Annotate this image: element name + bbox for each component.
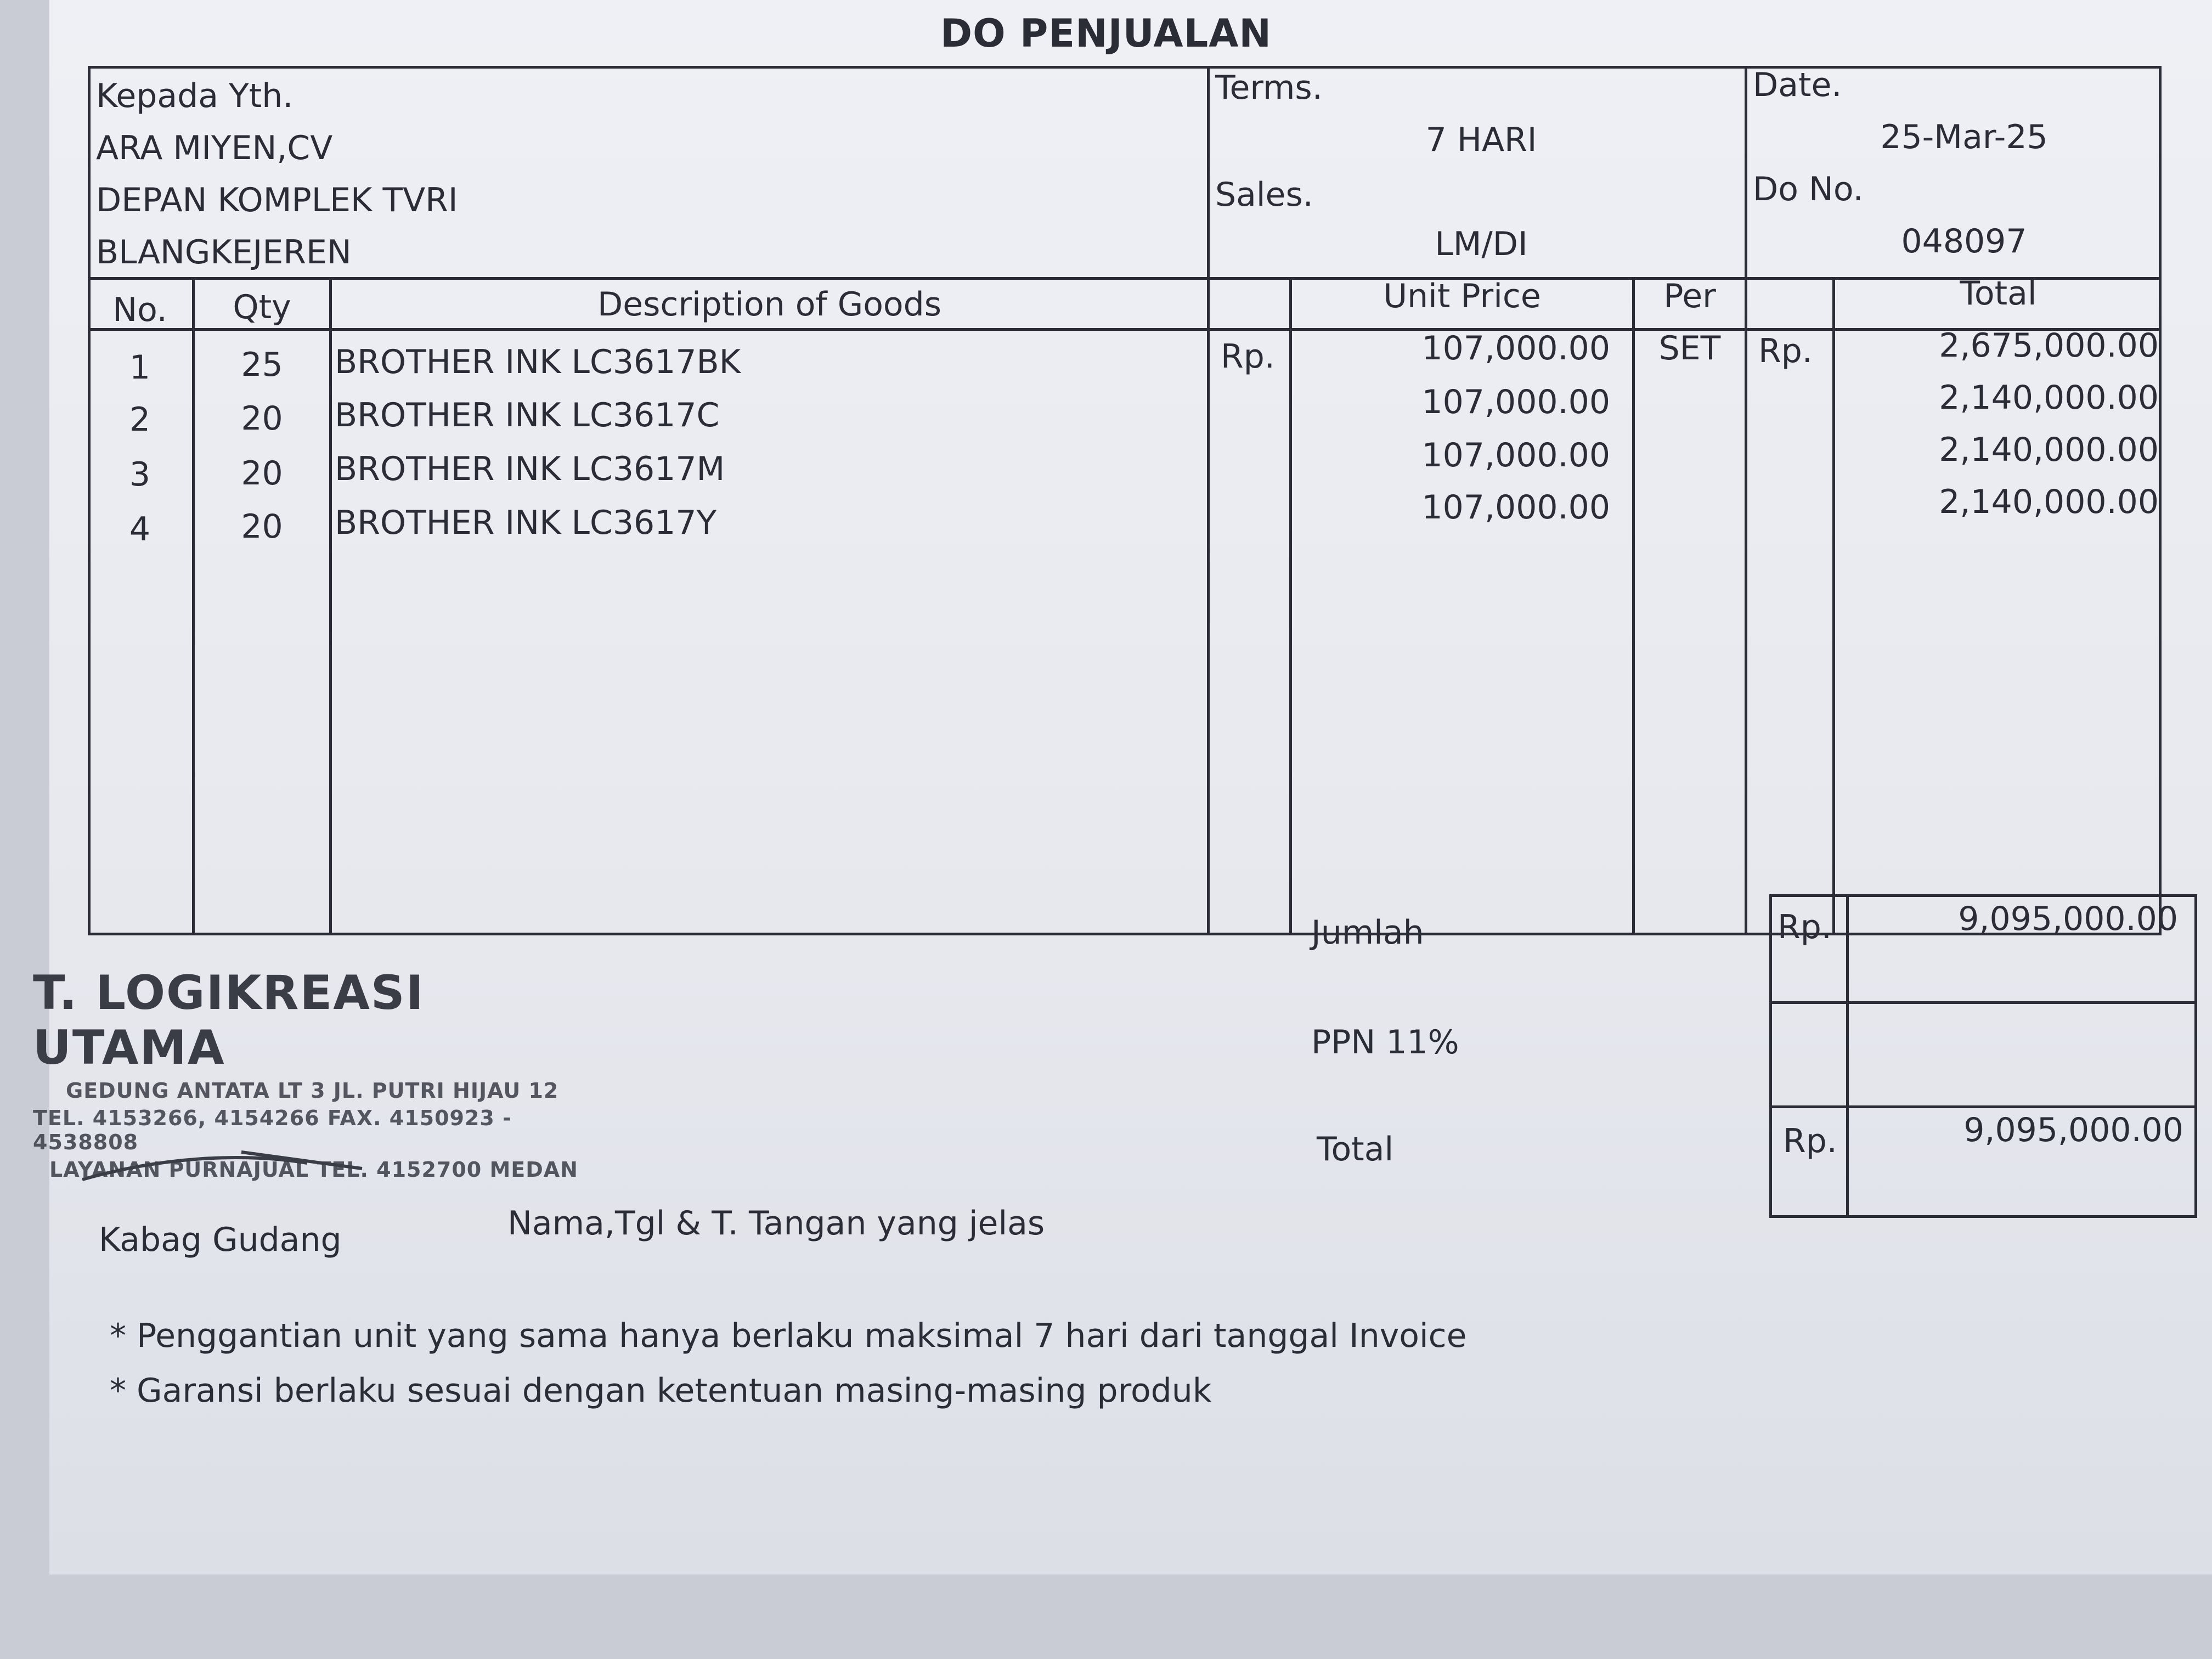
header-divider-2: [1745, 66, 1747, 280]
customer-address-1: DEPAN KOMPLEK TVRI: [96, 181, 458, 219]
note-2: * Garansi berlaku sesuai dengan ketentuan masing-masing produk: [110, 1372, 1212, 1410]
row-4-unit-price: 107,000.00: [1421, 488, 1610, 527]
col-line-rp: [1289, 277, 1292, 935]
row-1-qty: 25: [241, 346, 283, 384]
total-value: 9,095,000.00: [1963, 1111, 2183, 1149]
header-per: Per: [1663, 277, 1716, 315]
sales-label: Sales.: [1215, 176, 1313, 214]
col-line-price: [1632, 277, 1635, 935]
customer-name: ARA MIYEN,CV: [96, 129, 333, 167]
jumlah-value: 9,095,000.00: [1958, 900, 2178, 938]
summary-line-2: [1769, 1105, 2197, 1108]
row-1-unit-price: 107,000.00: [1421, 329, 1610, 368]
row-2-description: BROTHER INK LC3617C: [335, 396, 720, 435]
row-2-unit-price: 107,000.00: [1421, 383, 1610, 421]
ppn-label: PPN 11%: [1311, 1023, 1459, 1062]
header-total: Total: [1960, 274, 2037, 313]
stamp-phone: TEL. 4153266, 4154266 FAX. 4150923 - 4538808: [33, 1106, 512, 1154]
row-3-qty: 20: [241, 454, 283, 493]
row-1-description: BROTHER INK LC3617BK: [335, 343, 741, 381]
header-qty: Qty: [233, 288, 291, 326]
row-2-no: 2: [129, 400, 151, 439]
customer-address-2: BLANGKEJEREN: [96, 233, 352, 272]
row-2-qty: 20: [241, 399, 283, 438]
header-no: No.: [112, 291, 167, 329]
row-1-currency: Rp.: [1221, 337, 1275, 376]
date-value: 25-Mar-25: [1880, 118, 2048, 156]
row-3-no: 3: [129, 455, 151, 494]
signature-right-label: Nama,Tgl & T. Tangan yang jelas: [507, 1204, 1045, 1243]
header-unit-price: Unit Price: [1383, 277, 1541, 315]
row-1-total: 2,675,000.00: [1939, 326, 2159, 365]
row-1-total-currency: Rp.: [1758, 332, 1813, 370]
jumlah-label: Jumlah: [1311, 913, 1424, 952]
col-line-rp2: [1832, 277, 1835, 935]
stamp-company-name: T. LOGIKREASI UTAMA: [33, 966, 425, 1075]
summary-line-1: [1769, 1001, 2197, 1004]
header-divider-1: [1207, 66, 1210, 280]
customer-label: Kepada Yth.: [96, 77, 294, 115]
row-4-description: BROTHER INK LC3617Y: [335, 504, 717, 542]
stamp-address: GEDUNG ANTATA LT 3 JL. PUTRI HIJAU 12: [66, 1079, 559, 1103]
sales-value: LM/DI: [1435, 225, 1528, 263]
header-description: Description of Goods: [597, 285, 941, 324]
stamp-service: LAYANAN PURNAJUAL TEL. 4152700 MEDAN: [49, 1158, 578, 1182]
col-line-desc: [1207, 277, 1210, 935]
col-line-per: [1745, 277, 1747, 935]
note-1: * Penggantian unit yang sama hanya berlaku maksimal 7 hari dari tanggal Invoice: [110, 1317, 1467, 1355]
row-3-unit-price: 107,000.00: [1421, 436, 1610, 475]
do-number-value: 048097: [1901, 222, 2027, 261]
date-label: Date.: [1753, 66, 1842, 104]
row-3-description: BROTHER INK LC3617M: [335, 450, 725, 488]
row-2-total: 2,140,000.00: [1939, 379, 2159, 417]
summary-box: [1769, 894, 2197, 1218]
summary-divider: [1846, 894, 1849, 1218]
row-1-per: SET: [1658, 329, 1721, 368]
col-line-qty: [329, 277, 332, 935]
terms-value: 7 HARI: [1425, 121, 1537, 159]
terms-label: Terms.: [1215, 69, 1323, 107]
row-1-no: 1: [129, 348, 151, 387]
signature-left-label: Kabag Gudang: [99, 1221, 342, 1259]
company-stamp: [33, 966, 614, 1196]
total-label: Total: [1317, 1130, 1394, 1169]
row-4-total: 2,140,000.00: [1939, 483, 2159, 521]
total-currency: Rp.: [1783, 1122, 1837, 1160]
row-4-no: 4: [129, 510, 151, 549]
jumlah-currency: Rp.: [1778, 908, 1832, 946]
row-3-total: 2,140,000.00: [1939, 431, 2159, 469]
do-number-label: Do No.: [1753, 170, 1864, 208]
stamp-signature-mark: [77, 1136, 461, 1185]
document-title: DO PENJUALAN: [940, 11, 1272, 56]
row-4-qty: 20: [241, 507, 283, 546]
